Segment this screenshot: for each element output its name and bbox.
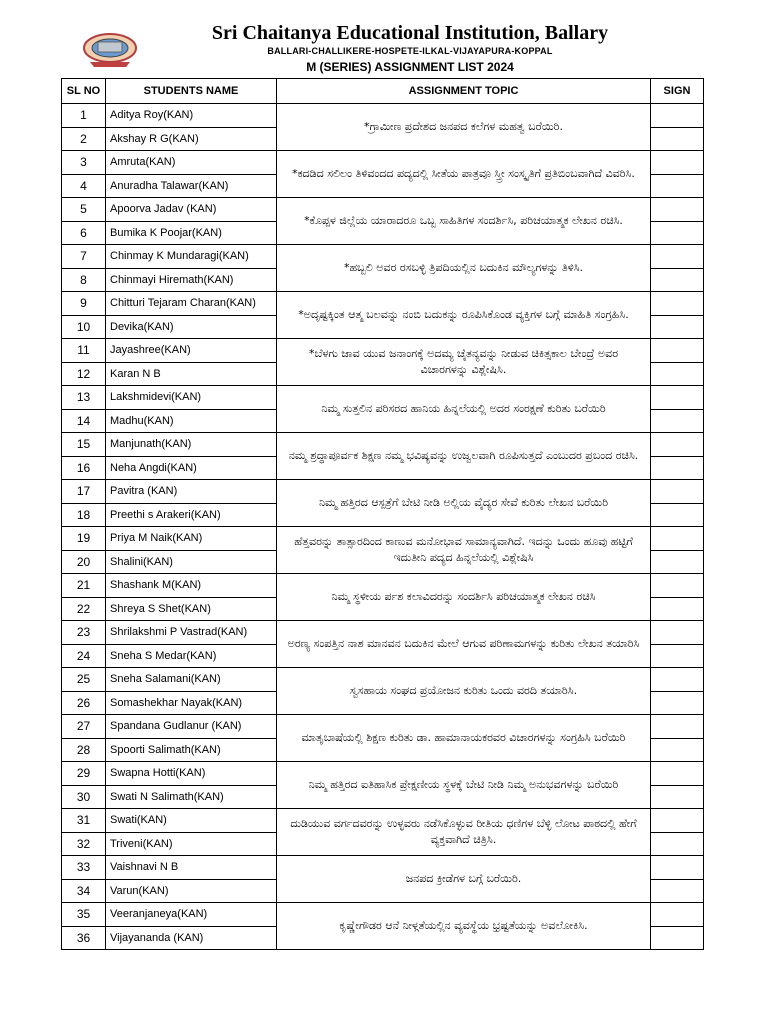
sign-cell (651, 574, 704, 598)
sign-cell (651, 362, 704, 386)
student-name: Karan N B (106, 362, 277, 386)
sign-cell (651, 621, 704, 645)
sl-no: 14 (62, 409, 106, 433)
student-name: Sneha S Medar(KAN) (106, 644, 277, 668)
sl-no: 31 (62, 809, 106, 833)
sign-cell (651, 104, 704, 128)
sign-cell (651, 527, 704, 551)
sign-cell (651, 127, 704, 151)
sign-cell (651, 245, 704, 269)
sign-cell (651, 268, 704, 292)
assignment-topic: ದುಡಿಯುವ ವರ್ಗದವರನ್ನು ಉಳ್ಳವರು ನಡೆಸಿಕೊಳ್ಳುವ ರೀತಿಯ ಧಣಿಗಳ ಬೆಳ್ಳಿ ಲೋಟ ಪಾಠದಲ್ಲಿ ಹೇಗೆ ವ್ಯಕ್ತವಾಗಿದೆ ಚಿತ್ರಿಸಿ. (277, 809, 651, 856)
assignment-table (61, 78, 704, 950)
student-name: Vaishnavi N B (106, 856, 277, 880)
sign-cell (651, 456, 704, 480)
assignment-topic: *ಕದಡಿದ ಸಲಿಲಂ ತಿಳಿವಂದದ ಪದ್ಯದಲ್ಲಿ ಸೀತೆಯ ಪಾತ್ರವೂ ಸ್ತ್ರೀ ಸಂಸ್ಕೃತಿಗೆ ಪ್ರತಿಬಿಂಬವಾಗಿದೆ ವಿವರಿಸಿ. (277, 151, 651, 198)
sign-cell (651, 550, 704, 574)
assignment-topic: ನಿಮ್ಮ ಸ್ಥಳೀಯ ರ್ಪಶ ಕಲಾವಿದರನ್ನು ಸಂದರ್ಶಿಸಿ ಪರಿಚಯಾತ್ಮಕ ಲೇಖನ ರಚಿಸಿ (277, 574, 651, 621)
student-name: Sneha Salamani(KAN) (106, 668, 277, 692)
sl-no: 15 (62, 433, 106, 457)
sign-cell (651, 409, 704, 433)
sl-no: 17 (62, 480, 106, 504)
student-name: Aditya Roy(KAN) (106, 104, 277, 128)
sl-no: 2 (62, 127, 106, 151)
sign-cell (651, 174, 704, 198)
student-name: Chinmay K Mundaragi(KAN) (106, 245, 277, 269)
student-name: Vijayananda (KAN) (106, 926, 277, 950)
student-name: Varun(KAN) (106, 879, 277, 903)
student-name: Bumika K Poojar(KAN) (106, 221, 277, 245)
assignment-topic: ಮಾತೃಬಾಷೆಯಲ್ಲಿ ಶಿಕ್ಷಣ ಕುರಿತು ಡಾ. ಹಾಮಾನಾಯಕರವರ ವಿಚಾರಗಳನ್ನು ಸಂಗ್ರಹಿಸಿ ಬರೆಯಿರಿ (277, 715, 651, 762)
sl-no: 35 (62, 903, 106, 927)
sign-cell (651, 785, 704, 809)
table-row (62, 198, 704, 222)
student-name: Swati(KAN) (106, 809, 277, 833)
sign-cell (651, 738, 704, 762)
sl-no: 16 (62, 456, 106, 480)
student-name: Shrilakshmi P Vastrad(KAN) (106, 621, 277, 645)
sl-no: 36 (62, 926, 106, 950)
sl-no: 11 (62, 339, 106, 363)
student-name: Jayashree(KAN) (106, 339, 277, 363)
sl-no: 7 (62, 245, 106, 269)
student-name: Manjunath(KAN) (106, 433, 277, 457)
sl-no: 26 (62, 691, 106, 715)
table-row (62, 151, 704, 175)
sl-no: 30 (62, 785, 106, 809)
assignment-topic: *ಹಬ್ಬಲಿ ಅವರ ರಸಬಳ್ಳಿ ತ್ರಿಪದಿಯಲ್ಲಿನ ಬದುಕಿನ ಮೌಲ್ಯಗಳನ್ನು ತಿಳಿಸಿ. (277, 245, 651, 292)
sign-cell (651, 480, 704, 504)
sign-cell (651, 832, 704, 856)
sl-no: 25 (62, 668, 106, 692)
assignment-topic: ಕೃಷ್ಣೇಗೌಡರ ಆನೆ ನೀಳ್ಗತೆಯಲ್ಲಿನ ವ್ಯವಸ್ಥೆಯ ಭ್ರಷ್ಟತೆಯನ್ನು ಅವಲೋಕಿಸಿ. (277, 903, 651, 950)
table-row (62, 292, 704, 316)
sign-cell (651, 644, 704, 668)
sl-no: 33 (62, 856, 106, 880)
sign-cell (651, 315, 704, 339)
header-sign: SIGN (651, 79, 704, 104)
sign-cell (651, 198, 704, 222)
header-sl-no: SL NO (62, 79, 106, 104)
table-row (62, 715, 704, 739)
table-row (62, 527, 704, 551)
student-name: Spoorti Salimath(KAN) (106, 738, 277, 762)
table-row (62, 433, 704, 457)
sign-cell (651, 762, 704, 786)
assignment-topic: ನಿಮ್ಮ ಹತ್ತಿರದ ಆಸ್ಪತ್ರೆಗೆ ಬೇಟಿ ನೀಡಿ ಅಲ್ಲಿಯ ವೈದ್ಯರ ಸೇವೆ ಕುರಿತು ಲೇಖನ ಬರೆಯಿರಿ (277, 480, 651, 527)
student-name: Shalini(KAN) (106, 550, 277, 574)
student-name: Preethi s Arakeri(KAN) (106, 503, 277, 527)
assignment-topic: ನಿಮ್ಮ ಸುತ್ತಲಿನ ಪರಿಸರದ ಹಾನಿಯ ಹಿನ್ನಲೆಯಲ್ಲಿ ಅದರ ಸಂರಕ್ಷಣೆ ಕುರಿತು ಬರೆಯಿರಿ (277, 386, 651, 433)
sl-no: 13 (62, 386, 106, 410)
assignment-topic: ಅರಣ್ಯ ಸಂಪತ್ತಿನ ನಾಶ ಮಾನವನ ಬದುಕಿನ ಮೇಲೆ ಆಗುವ ಪರಿಣಾಮಗಳನ್ನು ಕುರಿತು ಲೇಖನ ತಯಾರಿಸಿ (277, 621, 651, 668)
sl-no: 29 (62, 762, 106, 786)
student-name: Madhu(KAN) (106, 409, 277, 433)
sl-no: 19 (62, 527, 106, 551)
sl-no: 27 (62, 715, 106, 739)
table-row (62, 339, 704, 363)
sign-cell (651, 668, 704, 692)
sl-no: 6 (62, 221, 106, 245)
header-student-name: STUDENTS NAME (106, 79, 277, 104)
sl-no: 28 (62, 738, 106, 762)
sl-no: 4 (62, 174, 106, 198)
sign-cell (651, 715, 704, 739)
student-name: Chinmayi Hiremath(KAN) (106, 268, 277, 292)
sl-no: 32 (62, 832, 106, 856)
student-name: Shashank M(KAN) (106, 574, 277, 598)
table-row (62, 809, 704, 833)
sl-no: 9 (62, 292, 106, 316)
table-row (62, 762, 704, 786)
student-name: Priya M Naik(KAN) (106, 527, 277, 551)
student-name: Swati N Salimath(KAN) (106, 785, 277, 809)
sl-no: 23 (62, 621, 106, 645)
institution-logo-icon (80, 30, 140, 70)
table-row (62, 480, 704, 504)
table-row (62, 245, 704, 269)
sl-no: 5 (62, 198, 106, 222)
assignment-topic: *ಅದೃಷ್ಟಕ್ಕಿಂತ ಆತ್ಮ ಬಲವನ್ನು ನಂಬಿ ಬದುಕನ್ನು ರೂಪಿಸಿಕೊಂಡ ವ್ಯಕ್ತಿಗಳ ಬಗ್ಗೆ ಮಾಹಿತಿ ಸಂಗ್ರಹಿಸಿ. (277, 292, 651, 339)
institution-title: Sri Chaitanya Educational Institution, Ballary (211, 22, 609, 44)
student-name: Neha Angdi(KAN) (106, 456, 277, 480)
sign-cell (651, 221, 704, 245)
table-header-row (62, 79, 704, 104)
document-header (0, 0, 768, 80)
table-row (62, 856, 704, 880)
student-name: Swapna Hotti(KAN) (106, 762, 277, 786)
table-row (62, 668, 704, 692)
assignment-list-title: M (SERIES) ASSIGNMENT LIST 2024 (306, 60, 514, 74)
student-name: Triveni(KAN) (106, 832, 277, 856)
sign-cell (651, 926, 704, 950)
sl-no: 1 (62, 104, 106, 128)
sl-no: 22 (62, 597, 106, 621)
assignment-topic: ಜನಪದ ಕ್ರೀಡೆಗಳ ಬಗ್ಗೆ ಬರೆಯಿರಿ. (277, 856, 651, 903)
sign-cell (651, 856, 704, 880)
table-row (62, 104, 704, 128)
student-name: Lakshmidevi(KAN) (106, 386, 277, 410)
sl-no: 12 (62, 362, 106, 386)
sl-no: 21 (62, 574, 106, 598)
sign-cell (651, 386, 704, 410)
header-assignment-topic: ASSIGNMENT TOPIC (277, 79, 651, 104)
student-name: Veeranjaneya(KAN) (106, 903, 277, 927)
sign-cell (651, 691, 704, 715)
table-row (62, 903, 704, 927)
sl-no: 8 (62, 268, 106, 292)
sign-cell (651, 433, 704, 457)
sl-no: 20 (62, 550, 106, 574)
student-name: Devika(KAN) (106, 315, 277, 339)
assignment-topic: *ಬೆಳಗು ಜಾವ ಯುವ ಜನಾಂಗಕ್ಕೆ ಅದಮ್ಯ ಚೈತನ್ಯವನ್ನು ನೀಡುವ ಚಿಕಿತ್ಸಕಾಲ ಬೇಂದ್ರೆ ಅವರ ವಿಚಾರಗಳನ್ನು ವಿಶ್ಲೇಷಿಸಿ. (277, 339, 651, 386)
assignment-topic: ನಮ್ಮ ಶ್ರದ್ಧಾಪೂರ್ವಕ ಶಿಕ್ಷಣ ನಮ್ಮ ಭವಿಷ್ಯವನ್ನು ಉಜ್ವಲವಾಗಿ ರೂಪಿಸುತ್ತದೆ ಎಂಬುದರ ಪ್ರಬಂದ ರಚಿಸಿ. (277, 433, 651, 480)
sl-no: 24 (62, 644, 106, 668)
student-name: Akshay R G(KAN) (106, 127, 277, 151)
sl-no: 18 (62, 503, 106, 527)
assignment-topic: ಸ್ವಸಹಾಯ ಸಂಘದ ಪ್ರಯೋಜನ ಕುರಿತು ಒಂದು ವರದಿ ತಯಾರಿಸಿ. (277, 668, 651, 715)
sign-cell (651, 292, 704, 316)
sl-no: 10 (62, 315, 106, 339)
sign-cell (651, 597, 704, 621)
assignment-topic: *ಕೊಪ್ಪಳ ಜಿಲ್ಲೆಯ ಯಾರಾದರೂ ಒಬ್ಬ ಸಾಹಿತಿಗಳ ಸಂದರ್ಶಿಸಿ, ಪರಿಚಯಾತ್ಮಕ ಲೇಖನ ರಚಿಸಿ. (277, 198, 651, 245)
student-name: Anuradha Talawar(KAN) (106, 174, 277, 198)
student-name: Shreya S Shet(KAN) (106, 597, 277, 621)
branch-list: BALLARI-CHALLIKERE-HOSPETE-ILKAL-VIJAYAPURA-KOPPAL (267, 46, 553, 56)
sign-cell (651, 339, 704, 363)
table-row (62, 574, 704, 598)
sl-no: 3 (62, 151, 106, 175)
student-name: Somashekhar Nayak(KAN) (106, 691, 277, 715)
table-row (62, 621, 704, 645)
sl-no: 34 (62, 879, 106, 903)
table-row (62, 386, 704, 410)
student-name: Pavitra (KAN) (106, 480, 277, 504)
student-name: Chitturi Tejaram Charan(KAN) (106, 292, 277, 316)
student-name: Spandana Gudlanur (KAN) (106, 715, 277, 739)
sign-cell (651, 879, 704, 903)
student-name: Apoorva Jadav (KAN) (106, 198, 277, 222)
sign-cell (651, 151, 704, 175)
assignment-topic: ಹೆತ್ತವರನ್ನು ತಾತ್ಸಾರದಿಂದ ಕಾಣುವ ಮನೋಭಾವ ಸಾಮಾನ್ಯವಾಗಿದೆ. ಇದನ್ನು ಒಂದು ಹೂವು ಹಟ್ಟಿಗೆ ಇದುತೀನಿ ಪದ್ಯದ ಹಿನ್ನಲೆಯಲ್ಲಿ ವಿಶ್ಲೇಷಿಸಿ (277, 527, 651, 574)
sign-cell (651, 903, 704, 927)
assignment-topic: ನಿಮ್ಮ ಹತ್ತಿರದ ಐತಿಹಾಸಿಕ ಪ್ರೇಕ್ಷಣೀಯ ಸ್ಥಳಕ್ಕೆ ಬೇಟಿ ನೀಡಿ ನಿಮ್ಮ ಅನುಭವಗಳನ್ನು ಬರೆಯಿರಿ (277, 762, 651, 809)
assignment-topic: *ಗ್ರಾಮೀಣ ಪ್ರದೇಶದ ಜನಪದ ಕಲೆಗಳ ಮಹತ್ವ ಬರೆಯಿರಿ. (277, 104, 651, 151)
student-name: Amruta(KAN) (106, 151, 277, 175)
sign-cell (651, 809, 704, 833)
sign-cell (651, 503, 704, 527)
